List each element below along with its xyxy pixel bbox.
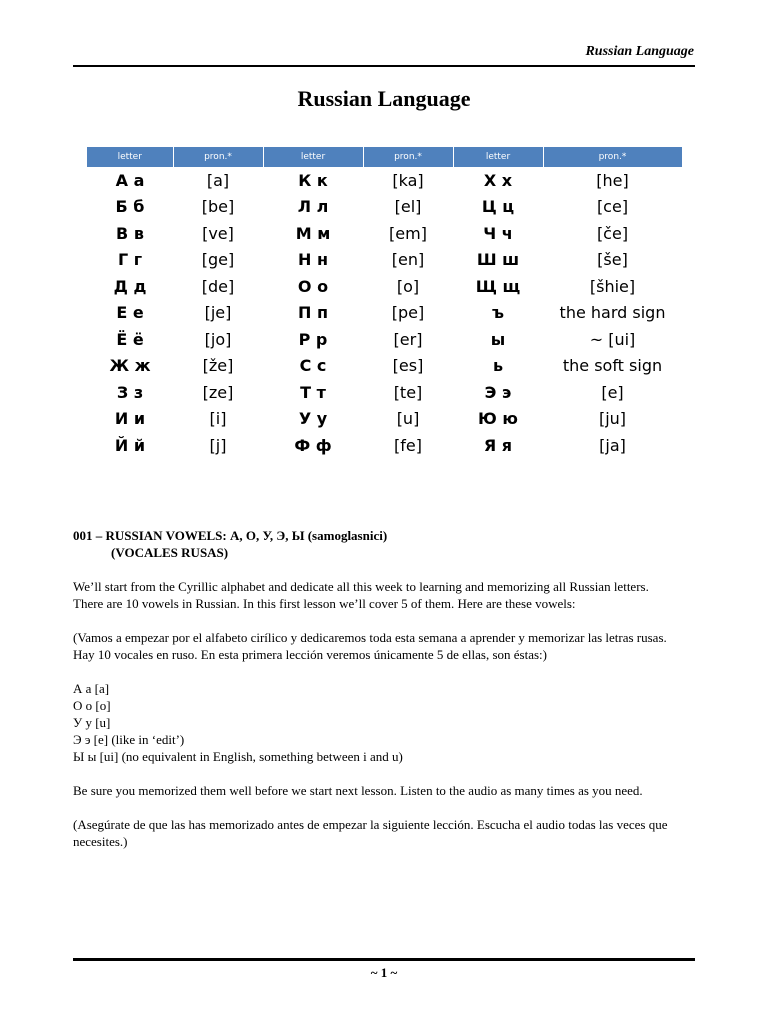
table-row [87,353,682,380]
page-number: ~ 1 ~ [370,965,398,980]
letter-cell: Л л [297,197,329,217]
pronunciation-cell: [če] [596,223,629,243]
vowel-item: Ы ы [ui] (no equivalent in English, something between i and u) [73,749,403,764]
column-header: letter [453,147,543,167]
pronunciation-cell: [ge] [201,250,235,270]
letter-cell: У у [298,409,328,429]
pronunciation-cell: [ka] [392,170,424,190]
letter-cell: Ё ё [116,329,144,349]
table-row [87,300,682,327]
pronunciation-cell: [že] [202,356,234,376]
pronunciation-cell: [en] [391,250,425,270]
pronunciation-cell: [jo] [204,329,232,349]
paragraph: There are 10 vowels in Russian. In this first lesson we’ll cover 5 of them. Here are these vowels: [73,596,576,611]
pronunciation-cell: [o] [396,276,420,296]
pronunciation-cell: the hard sign [559,303,666,323]
alphabet-table [87,147,683,459]
pronunciation-cell: [ce] [596,197,629,217]
vowel-item: Э э [e] (like in ‘edit’) [73,732,185,747]
letter-cell: Ш ш [476,250,520,270]
letter-cell: Й й [114,435,146,455]
pronunciation-cell: ~ [ui] [589,329,636,349]
pronunciation-cell: [ze] [202,382,234,402]
column-header: letter [263,147,363,167]
table-row [87,379,682,406]
header-rule [73,65,695,67]
pronunciation-cell: [je] [204,303,232,323]
letter-cell: И и [114,409,146,429]
pronunciation-cell: [el] [394,197,422,217]
letter-cell: Щ щ [475,276,521,296]
letter-cell: М м [295,223,331,243]
letter-cell: Н н [297,250,328,270]
pronunciation-cell: [ve] [202,223,234,243]
pronunciation-cell: [j] [209,435,227,455]
letter-cell: Ж ж [109,356,151,376]
letter-cell: ъ [491,303,505,323]
pronunciation-cell: [še] [597,250,628,270]
table-row [87,247,682,274]
letter-cell: О о [297,276,329,296]
letter-cell: Х х [483,170,513,190]
pronunciation-cell: [u] [396,409,420,429]
table-row [87,194,682,221]
pronunciation-cell: [de] [201,276,235,296]
pronunciation-cell: [er] [393,329,423,349]
pronunciation-cell: [be] [201,197,235,217]
letter-cell: ы [490,329,506,349]
letter-cell: Г г [117,250,143,270]
letter-cell: Р р [298,329,328,349]
running-header: Russian Language [585,44,694,59]
pronunciation-cell: [a] [206,170,230,190]
footer-rule [73,958,695,961]
column-header: pron.* [543,147,682,167]
lesson-subheading: (VOCALES RUSAS) [111,545,229,560]
column-header: pron.* [363,147,453,167]
lesson-heading: 001 – RUSSIAN VOWELS: А, О, У, Э, Ы (samoglasnici) [73,528,388,543]
table-row [87,273,682,300]
paragraph: (Vamos a empezar por el alfabeto cirílico y dedicaremos toda esta semana a aprender y memorizar las letras rusas. [73,630,667,645]
letter-cell: Ц ц [481,197,515,217]
lesson-section [73,527,695,850]
vowel-item: О о [o] [73,698,111,713]
letter-cell: Ю ю [478,409,518,429]
paragraph: Be sure you memorized them well before we start next lesson. Listen to the audio as many times as you need. [73,783,643,798]
pronunciation-cell: [es] [392,356,424,376]
column-header: letter [87,147,173,167]
table-row [87,167,682,194]
paragraph: (Asegúrate de que las has memorizado antes de empezar la siguiente lección. Escucha el audio todas las veces que necesites.) [73,817,668,849]
letter-cell: Э э [484,382,512,402]
letter-cell: Д д [113,276,147,296]
letter-cell: Ф ф [294,435,332,455]
vowel-item: У у [u] [73,715,111,730]
letter-cell: Ч ч [483,223,513,243]
table-row [87,220,682,247]
letter-cell: З з [116,382,144,402]
vowel-item: А а [a] [73,681,110,696]
pronunciation-cell: [fe] [394,435,422,455]
letter-cell: С с [299,356,327,376]
paragraph: Hay 10 vocales en ruso. En esta primera lección veremos únicamente 5 de ellas, son éstas:) [73,647,547,662]
vowel-list [73,680,695,765]
letter-cell: ь [492,356,504,376]
pronunciation-cell: [ju] [598,409,627,429]
letter-cell: В в [116,223,144,243]
page-title: Russian Language [297,86,471,111]
letter-cell: Е е [116,303,144,323]
letter-cell: Я я [483,435,513,455]
pronunciation-cell: [em] [389,223,427,243]
letter-cell: Т т [300,382,326,402]
pronunciation-cell: [i] [209,409,227,429]
letter-cell: К к [298,170,328,190]
pronunciation-cell: [šhie] [589,276,636,296]
pronunciation-cell: [he] [596,170,629,190]
pronunciation-cell: [te] [393,382,423,402]
column-header: pron.* [173,147,263,167]
table-row [87,432,682,459]
table-header-row [87,147,682,167]
pronunciation-cell: [ja] [599,435,626,455]
pronunciation-cell: the soft sign [562,356,663,376]
letter-cell: П п [297,303,328,323]
letter-cell: А а [115,170,145,190]
pronunciation-cell: [pe] [391,303,425,323]
table-row [87,326,682,353]
paragraph: We’ll start from the Cyrillic alphabet and dedicate all this week to learning and memorizing all Russian letters. [73,579,649,594]
letter-cell: Б б [115,197,145,217]
table-row [87,406,682,433]
pronunciation-cell: [e] [601,382,624,402]
